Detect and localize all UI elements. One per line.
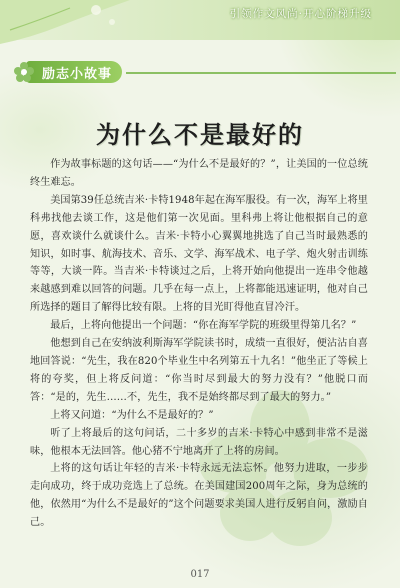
paragraph: 最后，上将向他提出一个问题：“你在海军学院的班级里得第几名？”: [50, 320, 357, 332]
leaf-decoration-icon: [0, 0, 130, 48]
article-body: [30, 156, 368, 532]
paragraph: 美国第39任总统吉米·卡特1948年起在海军服役。有一次，海军上将里科弗找他去谈工作，这是他们第一次见面。里科弗上将让他根据自己的意愿，喜欢谈什么就谈什么。吉米·卡特小心翼翼地挑选了自己当时最熟悉的知识，如时事、航海技术、音乐、文学、海军战术、电子学、炮火射击训练等等，大谈一阵。当吉米·卡特谈过之后，上将开始向他提出一连串令他越来越感到难以回答的问题。几乎在每一点上，上将都能迅速证明，他对自己所选择的题目了解得比较有限。上将的目光盯得他直冒冷汗。: [30, 194, 368, 314]
paragraph: 作为故事标题的这句话——“为什么不是最好的？”，让美国的一位总统终生难忘。: [30, 159, 368, 188]
section-tag: [14, 60, 122, 84]
paragraph: 他想到自己在安纳波利斯海军学院读书时，成绩一直很好，便沾沾自喜地回答说：“先生，我在820个毕业生中名列第五十九名！”他坐正了等候上将的夸奖，但上将反问道：“你当时尽到最大的努力没有？”他脱口而答：“是的，先生……不，先生，我不是始终都尽到了最大的努力。”: [30, 338, 368, 403]
section-tag-label: 励志小故事: [26, 61, 122, 83]
series-title: 引领作文风尚·开心阶梯升级: [229, 8, 372, 20]
page-number: 017: [190, 569, 210, 580]
article-title: 为什么不是最好的: [96, 121, 304, 149]
paragraph: 听了上将最后的这句问话，二十多岁的吉米·卡特心中感到非常不是滋味，他根本无法回答。他心猪不宁地离开了上将的房间。: [30, 427, 368, 457]
paragraph: 上将又问道：“为什么不是最好的？”: [50, 409, 214, 421]
section-divider: [126, 72, 396, 74]
paragraph: 上将的这句话让年轻的吉米·卡特永远无法忘怀。他努力进取，一步步走向成功，终于成功竞选上了总统。在美国建国200周年之际，身为总统的他，依然用“为什么不是最好的”这个问题要求美国人进行反躬自问，激励自己。: [30, 463, 368, 529]
flower-icon: [14, 62, 34, 82]
